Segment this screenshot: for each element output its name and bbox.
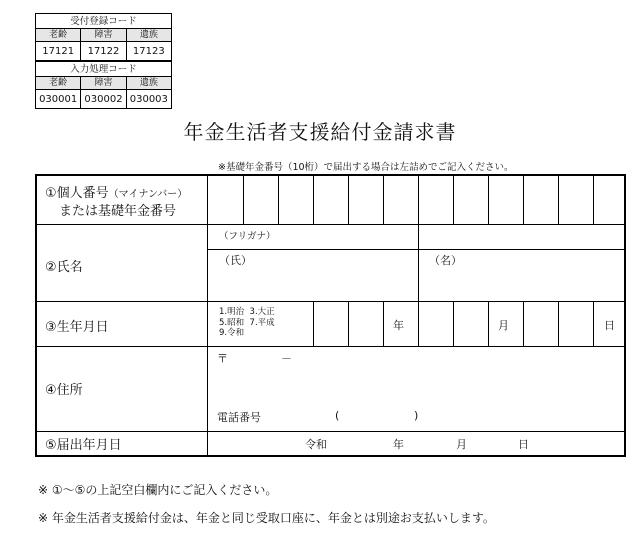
receipt-code-value: 17123	[126, 42, 171, 61]
birthdate-label: ③生年月日	[45, 320, 109, 335]
birthdate-divider	[418, 301, 419, 346]
input-code-header: 障害	[81, 77, 126, 90]
receipt-code-title: 受付登録コード	[36, 14, 172, 29]
birthdate-divider	[593, 301, 594, 346]
birthdate-divider	[383, 301, 384, 346]
address-label: ④住所	[45, 383, 83, 398]
era-option: 3.大正	[249, 307, 275, 317]
birthdate-divider	[348, 301, 349, 346]
birth-year-label: 年	[393, 319, 404, 332]
birth-day-label: 日	[604, 319, 615, 332]
era-option: 9.令和	[219, 328, 245, 338]
application-form	[35, 174, 626, 457]
filing-year-label: 年	[393, 438, 404, 451]
digit-box-divider	[523, 176, 524, 224]
input-code-value: 030001	[36, 90, 81, 109]
row-divider	[207, 249, 624, 250]
birthdate-divider	[453, 301, 454, 346]
postal-dash: －	[281, 352, 292, 365]
phone-paren-close: )	[414, 409, 419, 422]
number-label-small: （マイナンバー）	[108, 189, 188, 200]
postal-mark: 〒	[217, 352, 228, 365]
footer-note-2: ※ 年金生活者支援給付金は、年金と同じ受取口座に、年金とは別途お支払いします。	[38, 511, 495, 525]
form-title: 年金生活者支援給付金請求書	[183, 120, 457, 144]
era-option: 5.昭和	[219, 317, 245, 328]
row-divider	[37, 431, 624, 432]
digit-box-divider	[418, 176, 419, 224]
input-code-header: 遺族	[126, 77, 171, 90]
form-note: ※基礎年金番号（10桁）で届出する場合は左詰めでご記入ください。	[218, 162, 514, 173]
row-divider	[37, 346, 624, 347]
furigana-label: （フリガナ）	[219, 231, 276, 242]
digit-box-divider	[348, 176, 349, 224]
input-code-header: 老齢	[36, 77, 81, 90]
family-name-label: （氏）	[219, 254, 252, 267]
birthdate-divider	[523, 301, 524, 346]
digit-box-divider	[383, 176, 384, 224]
phone-paren-open: (	[335, 409, 340, 422]
input-code-title: 入力処理コード	[36, 62, 172, 77]
birthdate-divider	[488, 301, 489, 346]
receipt-code-header: 障害	[81, 29, 126, 42]
filing-era-label: 令和	[305, 438, 327, 451]
row-divider	[37, 301, 624, 302]
row-divider	[37, 224, 624, 225]
receipt-code-header: 遺族	[126, 29, 171, 42]
footer-note-1: ※ ①～⑤の上記空白欄内にご記入ください。	[38, 483, 278, 497]
filing-date-label: ⑤届出年月日	[45, 438, 122, 453]
digit-box-divider	[488, 176, 489, 224]
given-name-label: （名）	[429, 254, 462, 267]
input-code-value: 030003	[126, 90, 171, 109]
digit-box-divider	[243, 176, 244, 224]
phone-label: 電話番号	[217, 411, 261, 424]
number-label-main: ①個人番号	[45, 186, 109, 201]
birthdate-divider	[313, 301, 314, 346]
receipt-code-header: 老齢	[36, 29, 81, 42]
digit-box-divider	[278, 176, 279, 224]
filing-month-label: 月	[456, 438, 467, 451]
receipt-code-value: 17121	[36, 42, 81, 61]
digit-box-divider	[453, 176, 454, 224]
birthdate-divider	[558, 301, 559, 346]
digit-box-divider	[593, 176, 594, 224]
name-label: ②氏名	[45, 260, 83, 275]
birth-month-label: 月	[498, 319, 509, 332]
number-label-line2: または基礎年金番号	[59, 204, 177, 219]
era-options	[219, 307, 275, 339]
label-column-divider	[207, 176, 208, 455]
number-label	[45, 182, 187, 201]
digit-box-divider	[558, 176, 559, 224]
filing-day-label: 日	[518, 438, 529, 451]
input-code-table	[35, 61, 172, 109]
era-option: 7.平成	[249, 317, 275, 328]
input-code-value: 030002	[81, 90, 126, 109]
digit-box-divider	[313, 176, 314, 224]
receipt-code-value: 17122	[81, 42, 126, 61]
name-divider	[418, 224, 419, 301]
era-option: 1.明治	[219, 307, 245, 317]
receipt-code-table	[35, 13, 172, 61]
